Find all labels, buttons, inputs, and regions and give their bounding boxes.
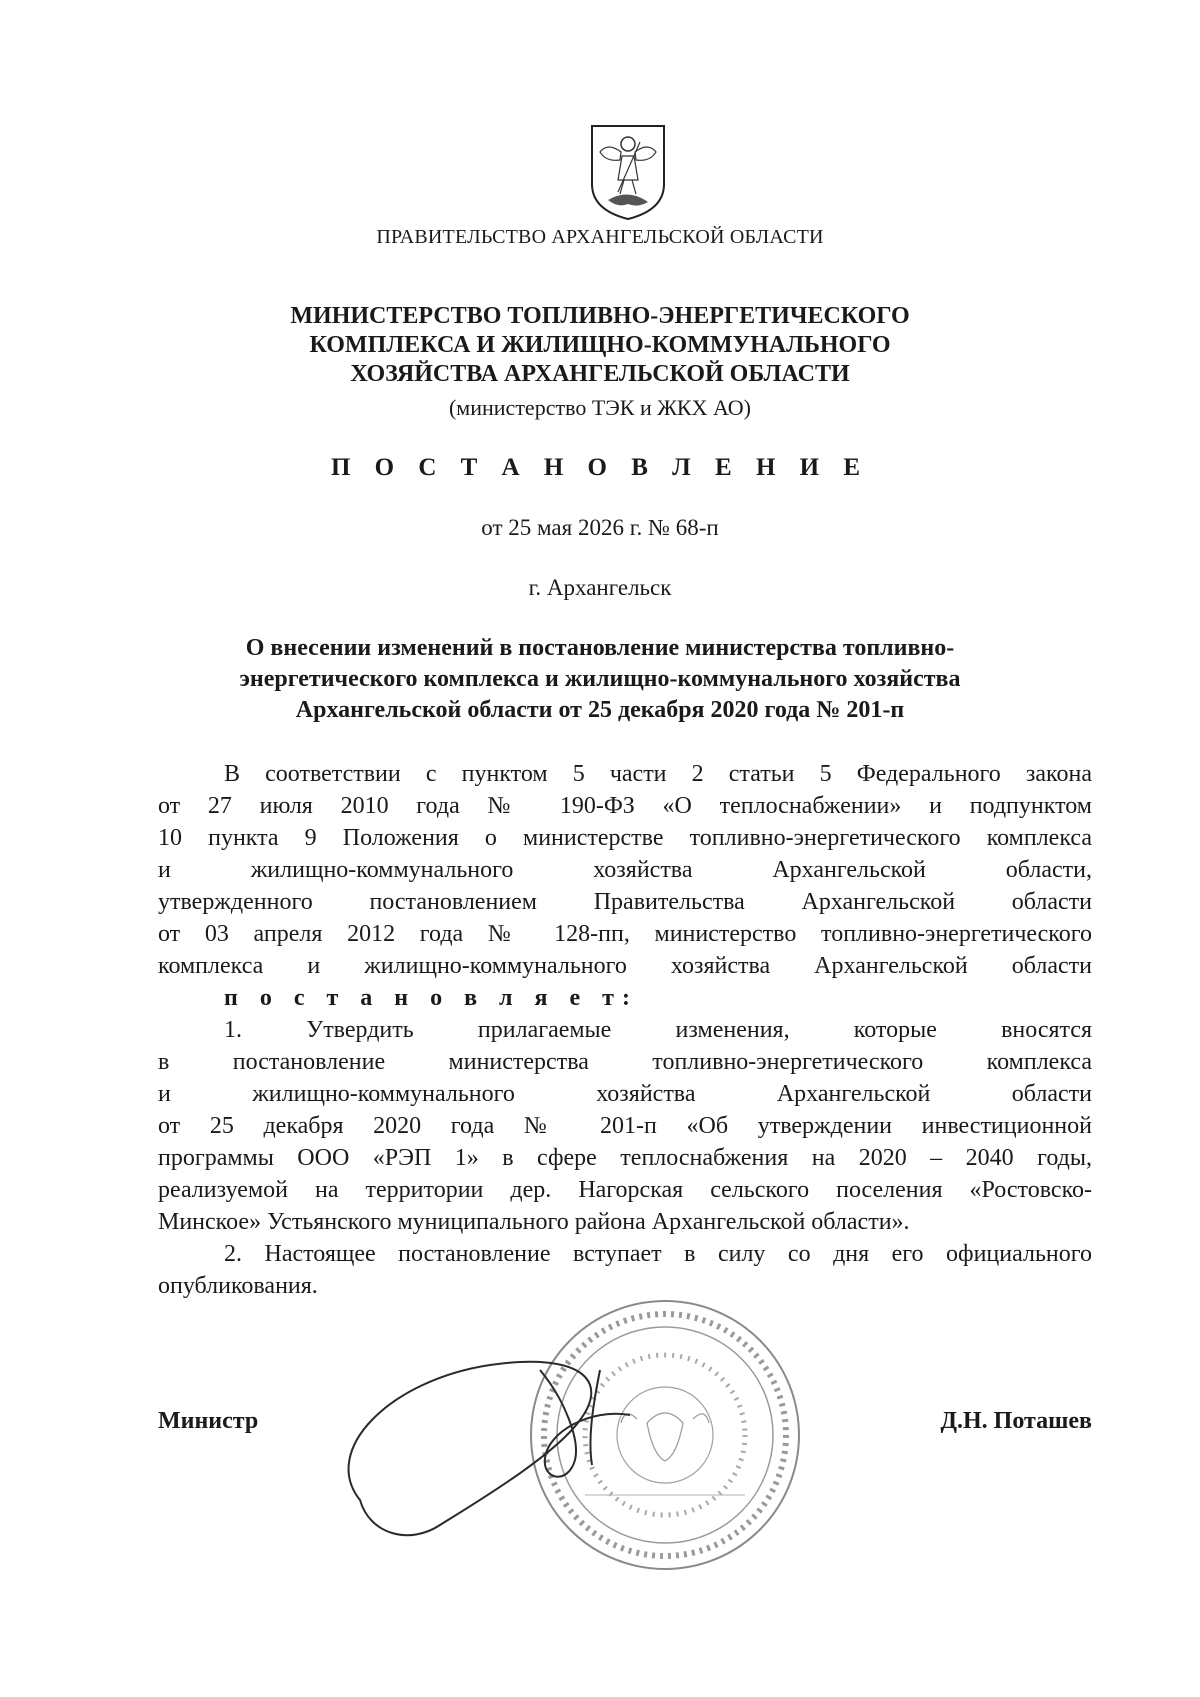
- item1-line: в постановление министерства топливно-энергетического комплекса: [158, 1049, 1092, 1075]
- preamble-line: от 03 апреля 2012 года № 128-пп, министерство топливно-энергетического: [158, 921, 1092, 947]
- government-name: ПРАВИТЕЛЬСТВО АРХАНГЕЛЬСКОЙ ОБЛАСТИ: [376, 226, 824, 248]
- ministry-name-line: КОМПЛЕКСА И ЖИЛИЩНО-КОММУНАЛЬНОГО: [309, 332, 891, 358]
- document-title: [0, 633, 1200, 726]
- document-date-number: от 25 мая 2026 г. № 68-п: [481, 515, 719, 540]
- preamble-line: и жилищно-коммунального хозяйства Архангельской области,: [158, 857, 1092, 883]
- decree-word: п о с т а н о в л я е т:: [224, 985, 638, 1011]
- document-city: г. Архангельск: [528, 575, 672, 600]
- item1-line: 1. Утвердить прилагаемые изменения, которые вносятся: [224, 1017, 1092, 1043]
- ministry-name-line: ХОЗЯЙСТВА АРХАНГЕЛЬСКОЙ ОБЛАСТИ: [350, 361, 850, 387]
- item1-line: реализуемой на территории дер. Нагорская сельского поселения «Ростовско-: [158, 1177, 1092, 1203]
- item1-line: и жилищно-коммунального хозяйства Архангельской области: [158, 1081, 1092, 1107]
- coat-of-arms-icon: [588, 122, 668, 222]
- preamble-line: утвержденного постановлением Правительства Архангельской области: [158, 889, 1092, 915]
- signatory-name: Д.Н. Поташев: [940, 1408, 1092, 1434]
- document-title-line: энергетического комплекса и жилищно-коммунального хозяйства: [239, 666, 961, 692]
- ministry-short-name: (министерство ТЭК и ЖКХ АО): [448, 395, 752, 420]
- item1-line: Минское» Устьянского муниципального района Архангельской области».: [158, 1209, 910, 1235]
- preamble-line: В соответствии с пунктом 5 части 2 статьи 5 Федерального закона: [224, 761, 1092, 787]
- item1-line: программы ООО «РЭП 1» в сфере теплоснабжения на 2020 – 2040 годы,: [158, 1145, 1092, 1171]
- ministry-name: [0, 302, 1200, 389]
- item2-line: 2. Настоящее постановление вступает в силу со дня его официального: [224, 1241, 1092, 1267]
- item2-line: опубликования.: [158, 1273, 318, 1299]
- ministry-name-line: МИНИСТЕРСТВО ТОПЛИВНО-ЭНЕРГЕТИЧЕСКОГО: [290, 303, 910, 329]
- item1-line: от 25 декабря 2020 года № 201-п «Об утверждении инвестиционной: [158, 1113, 1092, 1139]
- preamble-line: комплекса и жилищно-коммунального хозяйства Архангельской области: [158, 953, 1092, 979]
- document-title-line: О внесении изменений в постановление министерства топливно-: [245, 635, 955, 661]
- document-body: [158, 758, 1092, 1302]
- document-title-line: Архангельской области от 25 декабря 2020 года № 201-п: [295, 697, 905, 723]
- preamble-line: от 27 июля 2010 года № 190-ФЗ «О теплоснабжении» и подпунктом: [158, 793, 1092, 819]
- signatory-position: Министр: [158, 1408, 259, 1434]
- handwritten-signature: [330, 1340, 700, 1550]
- document-type: П О С Т А Н О В Л Е Н И Е: [330, 454, 870, 481]
- preamble-line: 10 пункта 9 Положения о министерстве топливно-энергетического комплекса: [158, 825, 1092, 851]
